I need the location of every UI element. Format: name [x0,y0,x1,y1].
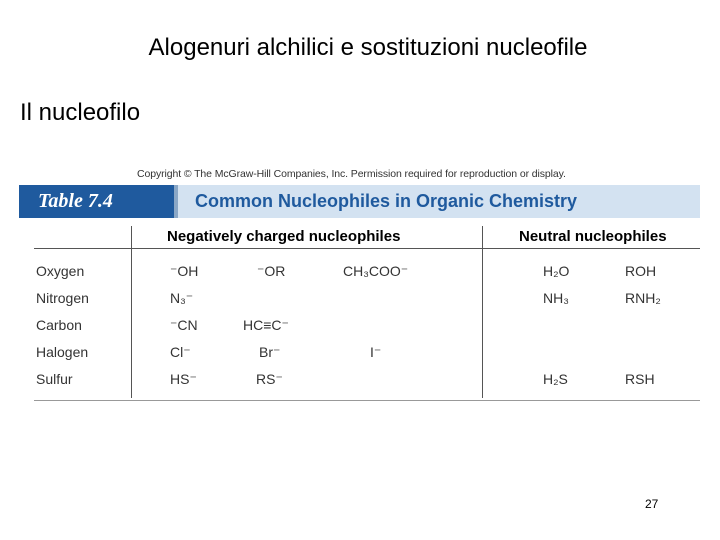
negative-nucleophile: CH₃COO⁻ [343,263,409,279]
element-label: Carbon [36,317,82,333]
header-neutral: Neutral nucleophiles [519,228,667,245]
negative-nucleophile: HS⁻ [170,371,197,387]
column-divider [131,226,132,398]
negative-nucleophile: ⁻OR [257,263,286,279]
neutral-nucleophile: ROH [625,263,657,279]
table-header-bar [19,185,700,218]
negative-nucleophile: ⁻CN [170,317,198,333]
table-caption: Common Nucleophiles in Organic Chemistry [178,185,700,218]
copyright-notice: Copyright © The McGraw-Hill Companies, Inc. Permission required for reproduction or display. [137,168,566,180]
neutral-nucleophile: RNH₂ [625,290,661,306]
header-negative: Negatively charged nucleophiles [167,228,401,245]
header-rule [34,248,700,249]
negative-nucleophile: RS⁻ [256,371,283,387]
negative-nucleophile: ⁻OH [170,263,199,279]
neutral-nucleophile: NH₃ [543,290,569,306]
nucleophiles-table [34,226,700,402]
element-label: Oxygen [36,263,85,279]
neutral-nucleophile: H₂S [543,371,568,387]
element-label: Nitrogen [36,290,89,306]
column-divider [482,226,483,398]
element-label: Halogen [36,344,89,360]
table-label: Table 7.4 [19,185,174,218]
element-label: Sulfur [36,371,73,387]
negative-nucleophile: N₃⁻ [170,290,194,306]
bottom-rule [34,400,700,401]
negative-nucleophile: Cl⁻ [170,344,191,360]
negative-nucleophile: HC≡C⁻ [243,317,289,333]
page-number: 27 [645,497,659,511]
negative-nucleophile: Br⁻ [259,344,281,360]
neutral-nucleophile: H₂O [543,263,570,279]
negative-nucleophile: I⁻ [370,344,382,360]
slide-subtitle: Il nucleofilo [20,99,141,126]
slide-title: Alogenuri alchilici e sostituzioni nucleofile [148,34,588,61]
neutral-nucleophile: RSH [625,371,655,387]
